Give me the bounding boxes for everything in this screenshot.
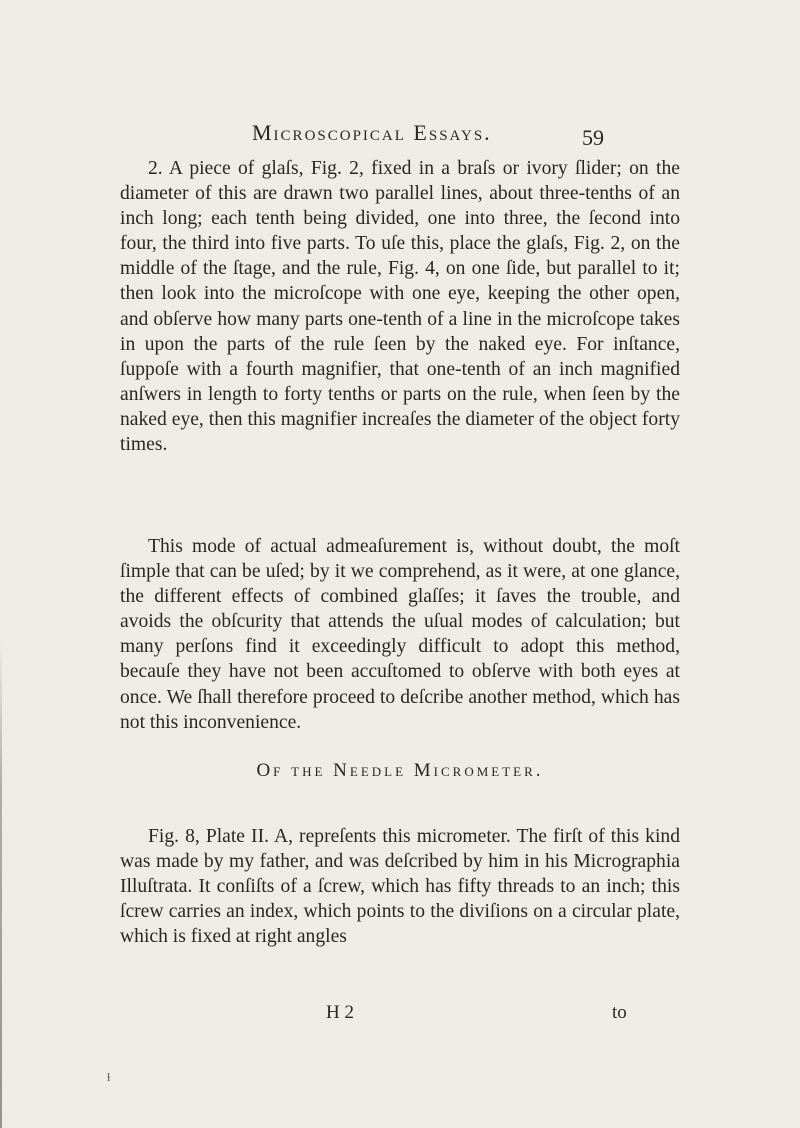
page-number: 59 [582, 125, 604, 150]
paragraph-slider-method: 2. A piece of glaſs, Fig. 2, fixed in a braſs or ivory ſlider; on the diameter of this are drawn two parallel lines, about three-tenths of an inch long; each tenth being divided, one into three, the ſecond into four, the third into five parts. To uſe this, place the glaſs, Fig. 2, on the middle of the ſtage, and the rule, Fig. 4, on one ſide, but parallel to it; then look into the microſcope with one eye, keeping the other open, and obſerve how many parts one-tenth of a line in the microſcope takes in upon the parts of the rule ſeen by the naked eye. For inſtance, ſuppoſe with a fourth magnifier, that one-tenth of an inch magnified anſwers in length to forty tenths or parts on the rule, when ſeen by the naked eye, then this magnifier increaſes the diameter of the object forty times. [120, 158, 680, 456]
section-heading: Of the Needle Micrometer. [256, 760, 544, 781]
page-edge-shadow [0, 640, 2, 1128]
catchword: to [612, 1002, 627, 1023]
signature-mark: H 2 [326, 1002, 354, 1023]
running-head: Microscopical Essays. [252, 120, 492, 145]
stray-mark: ɫ [107, 1070, 111, 1084]
paragraph-admeasurement: This mode of actual admeaſurement is, without doubt, the moſt ſimple that can be uſed; by it we comprehend, as it were, at one glance, the different effects of combined glaſſes; it ſaves the trouble, and avoids the obſcurity that attends the uſual modes of calculation; but many perſons find it exceedingly difficult to adopt this method, becauſe they have not been accuſtomed to obſerve with both eyes at once. We ſhall therefore proceed to deſcribe another method, which has not this inconvenience. [120, 536, 680, 733]
paragraph-needle-micrometer: Fig. 8, Plate II. A, repreſents this micrometer. The firſt of this kind was made by my father, and was deſcribed by him in his Micrographia Illuſtrata. It conſiſts of a ſcrew, which has fifty threads to an inch; this ſcrew carries an index, which points to the diviſions on a circular plate, which is fixed at right angles [120, 826, 680, 948]
